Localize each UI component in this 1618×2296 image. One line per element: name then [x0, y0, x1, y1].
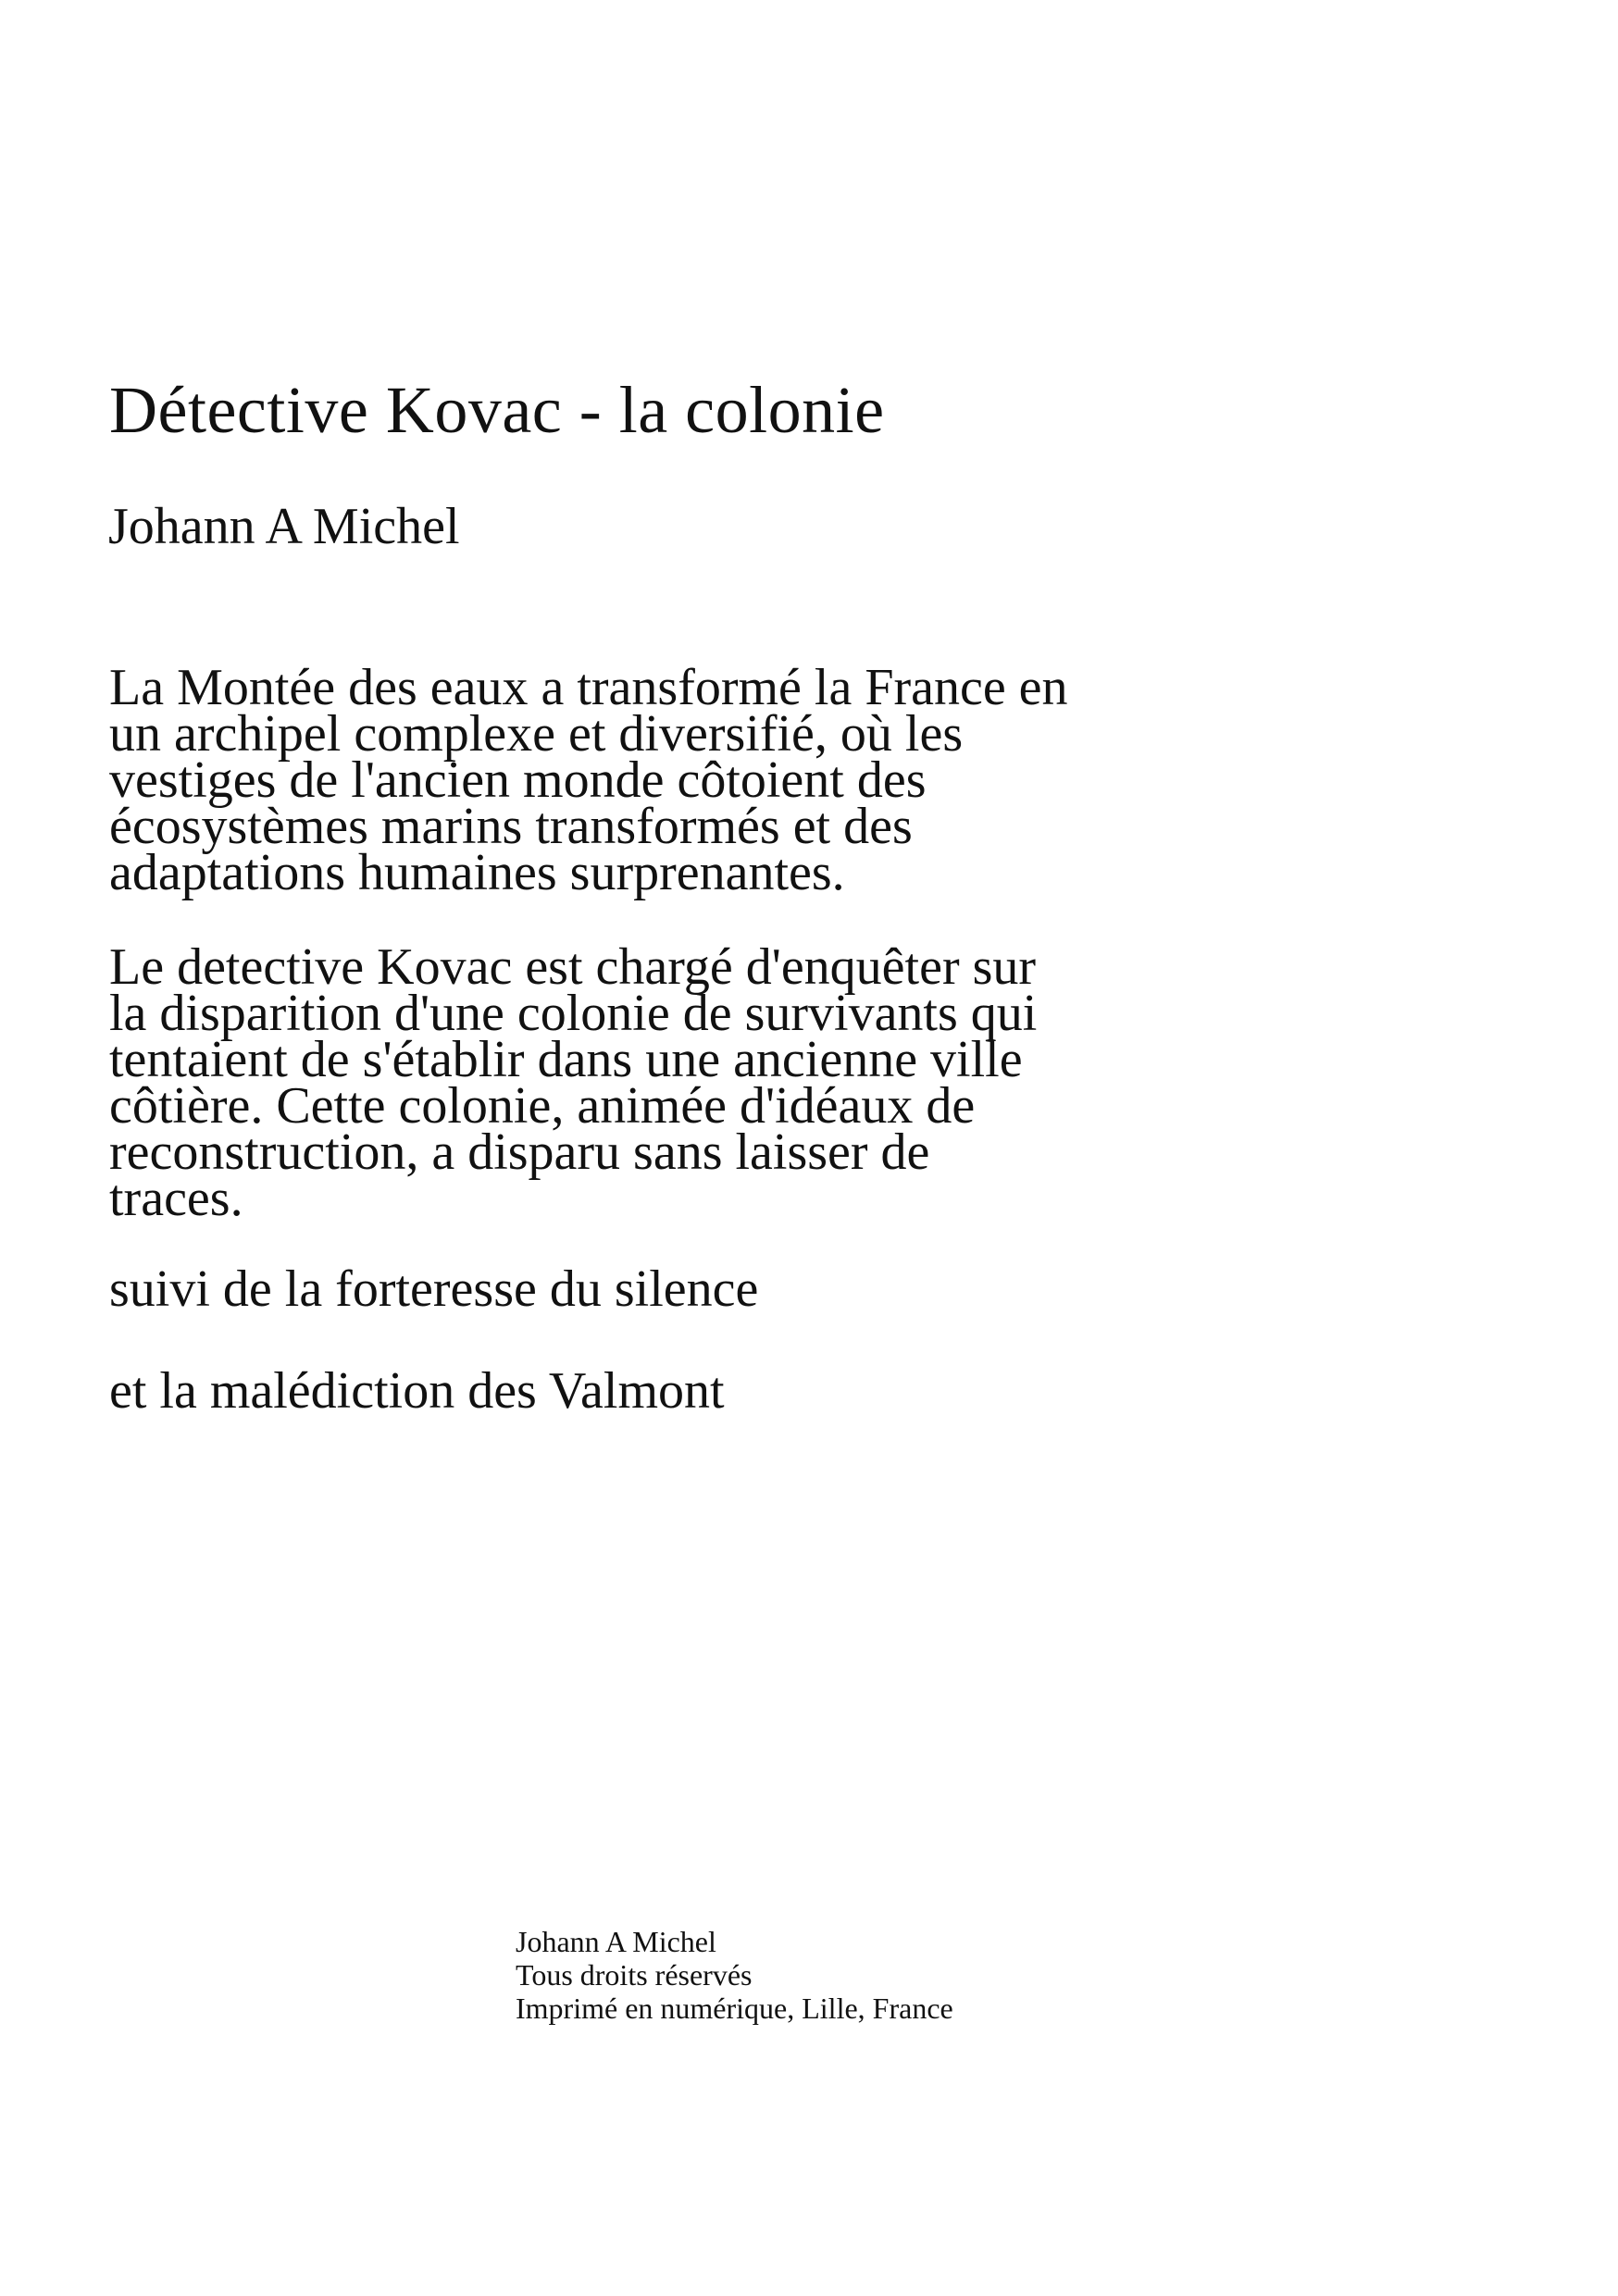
colophon-author: Johann A Michel — [516, 1925, 716, 1958]
colophon — [516, 1925, 953, 2025]
book-author: Johann A Michel — [108, 498, 460, 555]
sequel-line-1: suivi de la forteresse du silence — [109, 1260, 759, 1318]
colophon-printing: Imprimé en numérique, Lille, France — [516, 1992, 953, 2025]
blurb-paragraph-1: La Montée des eaux a transformé la France en un archipel complexe et diversifié, où les vestiges de l'ancien monde côtoient des écosystèmes marins transformés et des adaptations humaines surprenantes. — [109, 659, 1068, 901]
blurb-paragraph-2: Le detective Kovac est chargé d'enquêter sur la disparition d'une colonie de survivants qui tentaient de s'établir dans une ancienne ville côtière. Cette colonie, animée d'idéaux de reconstruction, a disparu sans laisser de traces. — [109, 938, 1038, 1227]
sequel-line-2: et la malédiction des Valmont — [109, 1362, 725, 1420]
book-title: Détective Kovac - la colonie — [109, 373, 885, 447]
colophon-rights: Tous droits réservés — [516, 1958, 753, 1992]
